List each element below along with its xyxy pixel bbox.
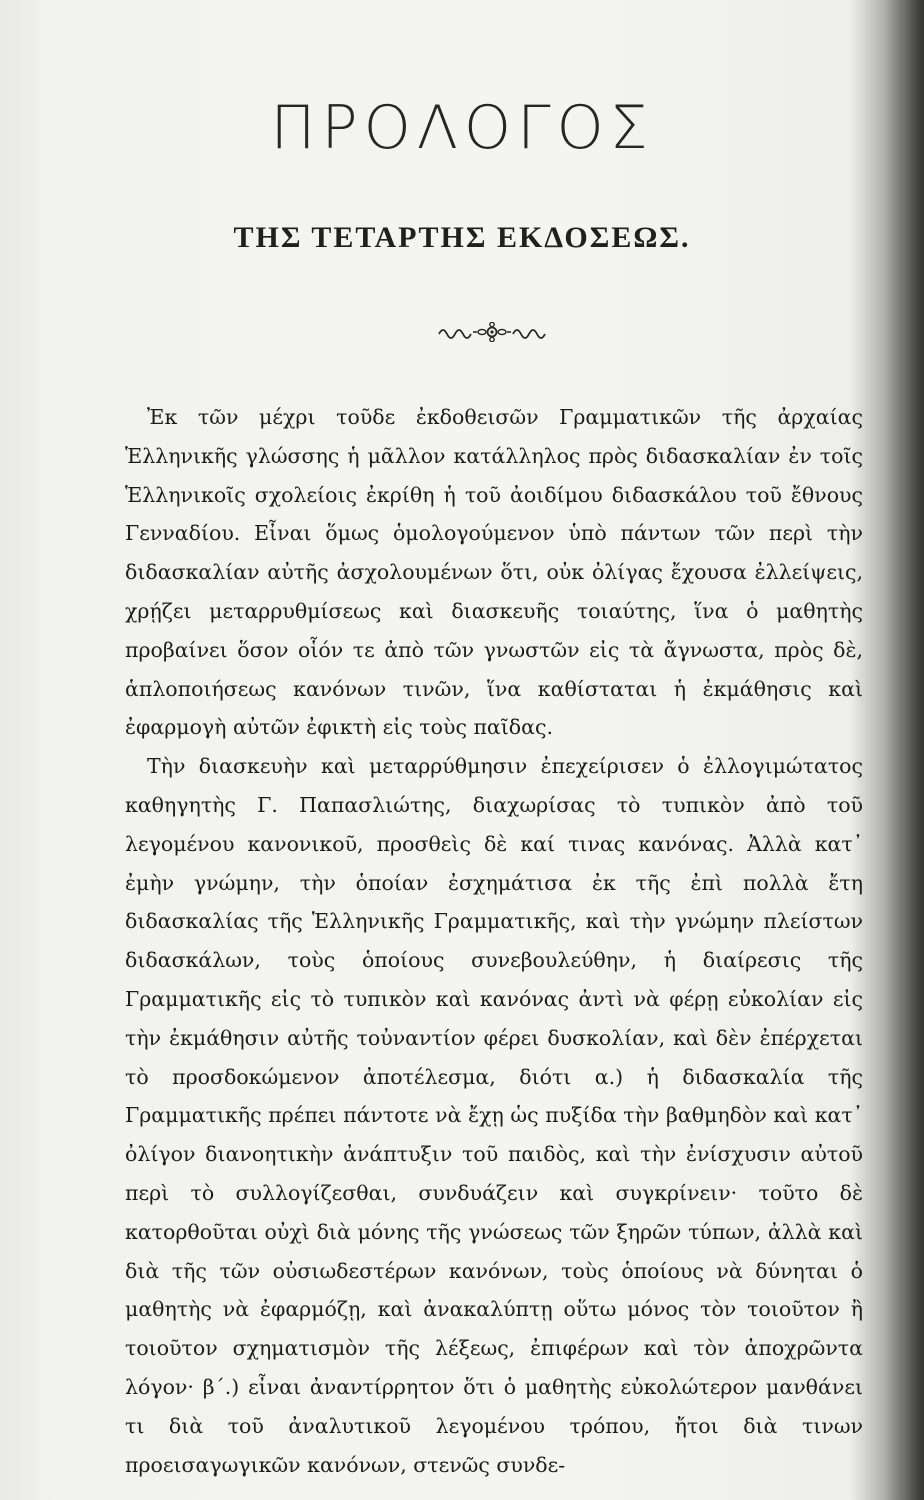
page-title: ΠΡΟΛΟΓΟΣ: [270, 93, 654, 163]
page-subtitle: ΤΗΣ ΤΕΤΑΡΤΗΣ ΕΚΔΟΣΕΩΣ.: [233, 221, 691, 254]
prologue-body: [125, 398, 863, 1484]
paragraph: Ἐκ τῶν μέχρι τοῦδε ἐκδοθεισῶν Γραμματικῶν τῆς ἀρχαίας Ἑλληνικῆς γλώσσης ἡ μᾶλλον κατάλληλος πρὸς διδασκαλίαν ἐν τοῖς Ἑλληνικοῖς σχολείοις ἐκρίθη ἡ τοῦ ἀοιδίμου διδασκάλου τοῦ ἔθνους Γενναδίου. Εἶναι ὅμως ὁμολογούμενον ὑπὸ πάντων τῶν περὶ τὴν διδασκαλίαν αὐτῆς ἀσχολουμένων ὅτι, οὐκ ὀλίγας ἔχουσα ἐλλείψεις, χρῄζει μεταρρυθμίσεως καὶ διασκευῆς τοιαύτης, ἵνα ὁ μαθητὴς προβαίνει ὅσον οἷόν τε ἀπὸ τῶν γνωστῶν εἰς τὰ ἄγνωστα, πρὸς δὲ, ἁπλοποιήσεως κανόνων τινῶν, ἵνα καθίσταται ἡ ἐκμάθησις καὶ ἐφαρμογὴ αὐτῶν ἐφικτὴ εἰς τοὺς παῖδας.: [125, 405, 863, 740]
floral-divider-icon: [435, 322, 549, 342]
paragraph: Τὴν διασκευὴν καὶ μεταρρύθμησιν ἐπεχείρισεν ὁ ἐλλογιμώτατος καθηγητὴς Γ. Παπασλιώτης, διαχωρίσας τὸ τυπικὸν ἀπὸ τοῦ λεγομένου κανονικοῦ, προσθεὶς δὲ καί τινας κανόνας. Ἀλλὰ κατ᾿ ἐμὴν γνώμην, τὴν ὁποίαν ἐσχημάτισα ἐκ τῆς ἐπὶ πολλὰ ἔτη διδασκαλίας τῆς Ἑλληνικῆς Γραμματικῆς, καὶ τὴν γνώμην πλείστων διδασκάλων, τοὺς ὁποίους συνεβουλεύθην, ἡ διαίρεσις τῆς Γραμματικῆς εἰς τὸ τυπικὸν καὶ κανόνας ἀντὶ νὰ φέρῃ εὐκολίαν εἰς τὴν ἐκμάθησιν αὐτῆς τοὐναντίον φέρει δυσκολίαν, καὶ δὲν ἐπέρχεται τὸ προσδοκώμενον ἀποτέλεσμα, διότι α.) ἡ διδασκαλία τῆς Γραμματικῆς πρέπει πάντοτε νὰ ἔχῃ ὡς πυξίδα τὴν βαθμηδὸν καὶ κατ᾿ ὀλίγον διανοητικὴν ἀνάπτυξιν τοῦ παιδὸς, καὶ τὴν ἐνίσχυσιν αὐτοῦ περὶ τὸ συλλογίζεσθαι, συνδυάζειν καὶ συγκρίνειν· τοῦτο δὲ κατορθοῦται οὐχὶ διὰ μόνης τῆς γνώσεως τῶν ξηρῶν τύπων, ἀλλὰ καὶ διὰ τῆς τῶν οὐσιωδεστέρων κανόνων, τοὺς ὁποίους νὰ δύνηται ὁ μαθητὴς νὰ ἐφαρμόζῃ, καὶ ἀνακαλύπτῃ οὕτω μόνος τὸν τοιοῦτον ἢ τοιοῦτον σχηματισμὸν τῆς λέξεως, ἐπιφέρων καὶ τὸν ἀποχρῶντα λόγον· β΄.) εἶναι ἀναντίρρητον ὅτι ὁ μαθητὴς εὐκολώτερον μανθάνει τι διὰ τοῦ ἀναλυτικοῦ λεγομένου τρόπου, ἤτοι διὰ τινων προεισαγωγικῶν κανόνων, στενῶς συνδε-: [125, 754, 863, 1477]
